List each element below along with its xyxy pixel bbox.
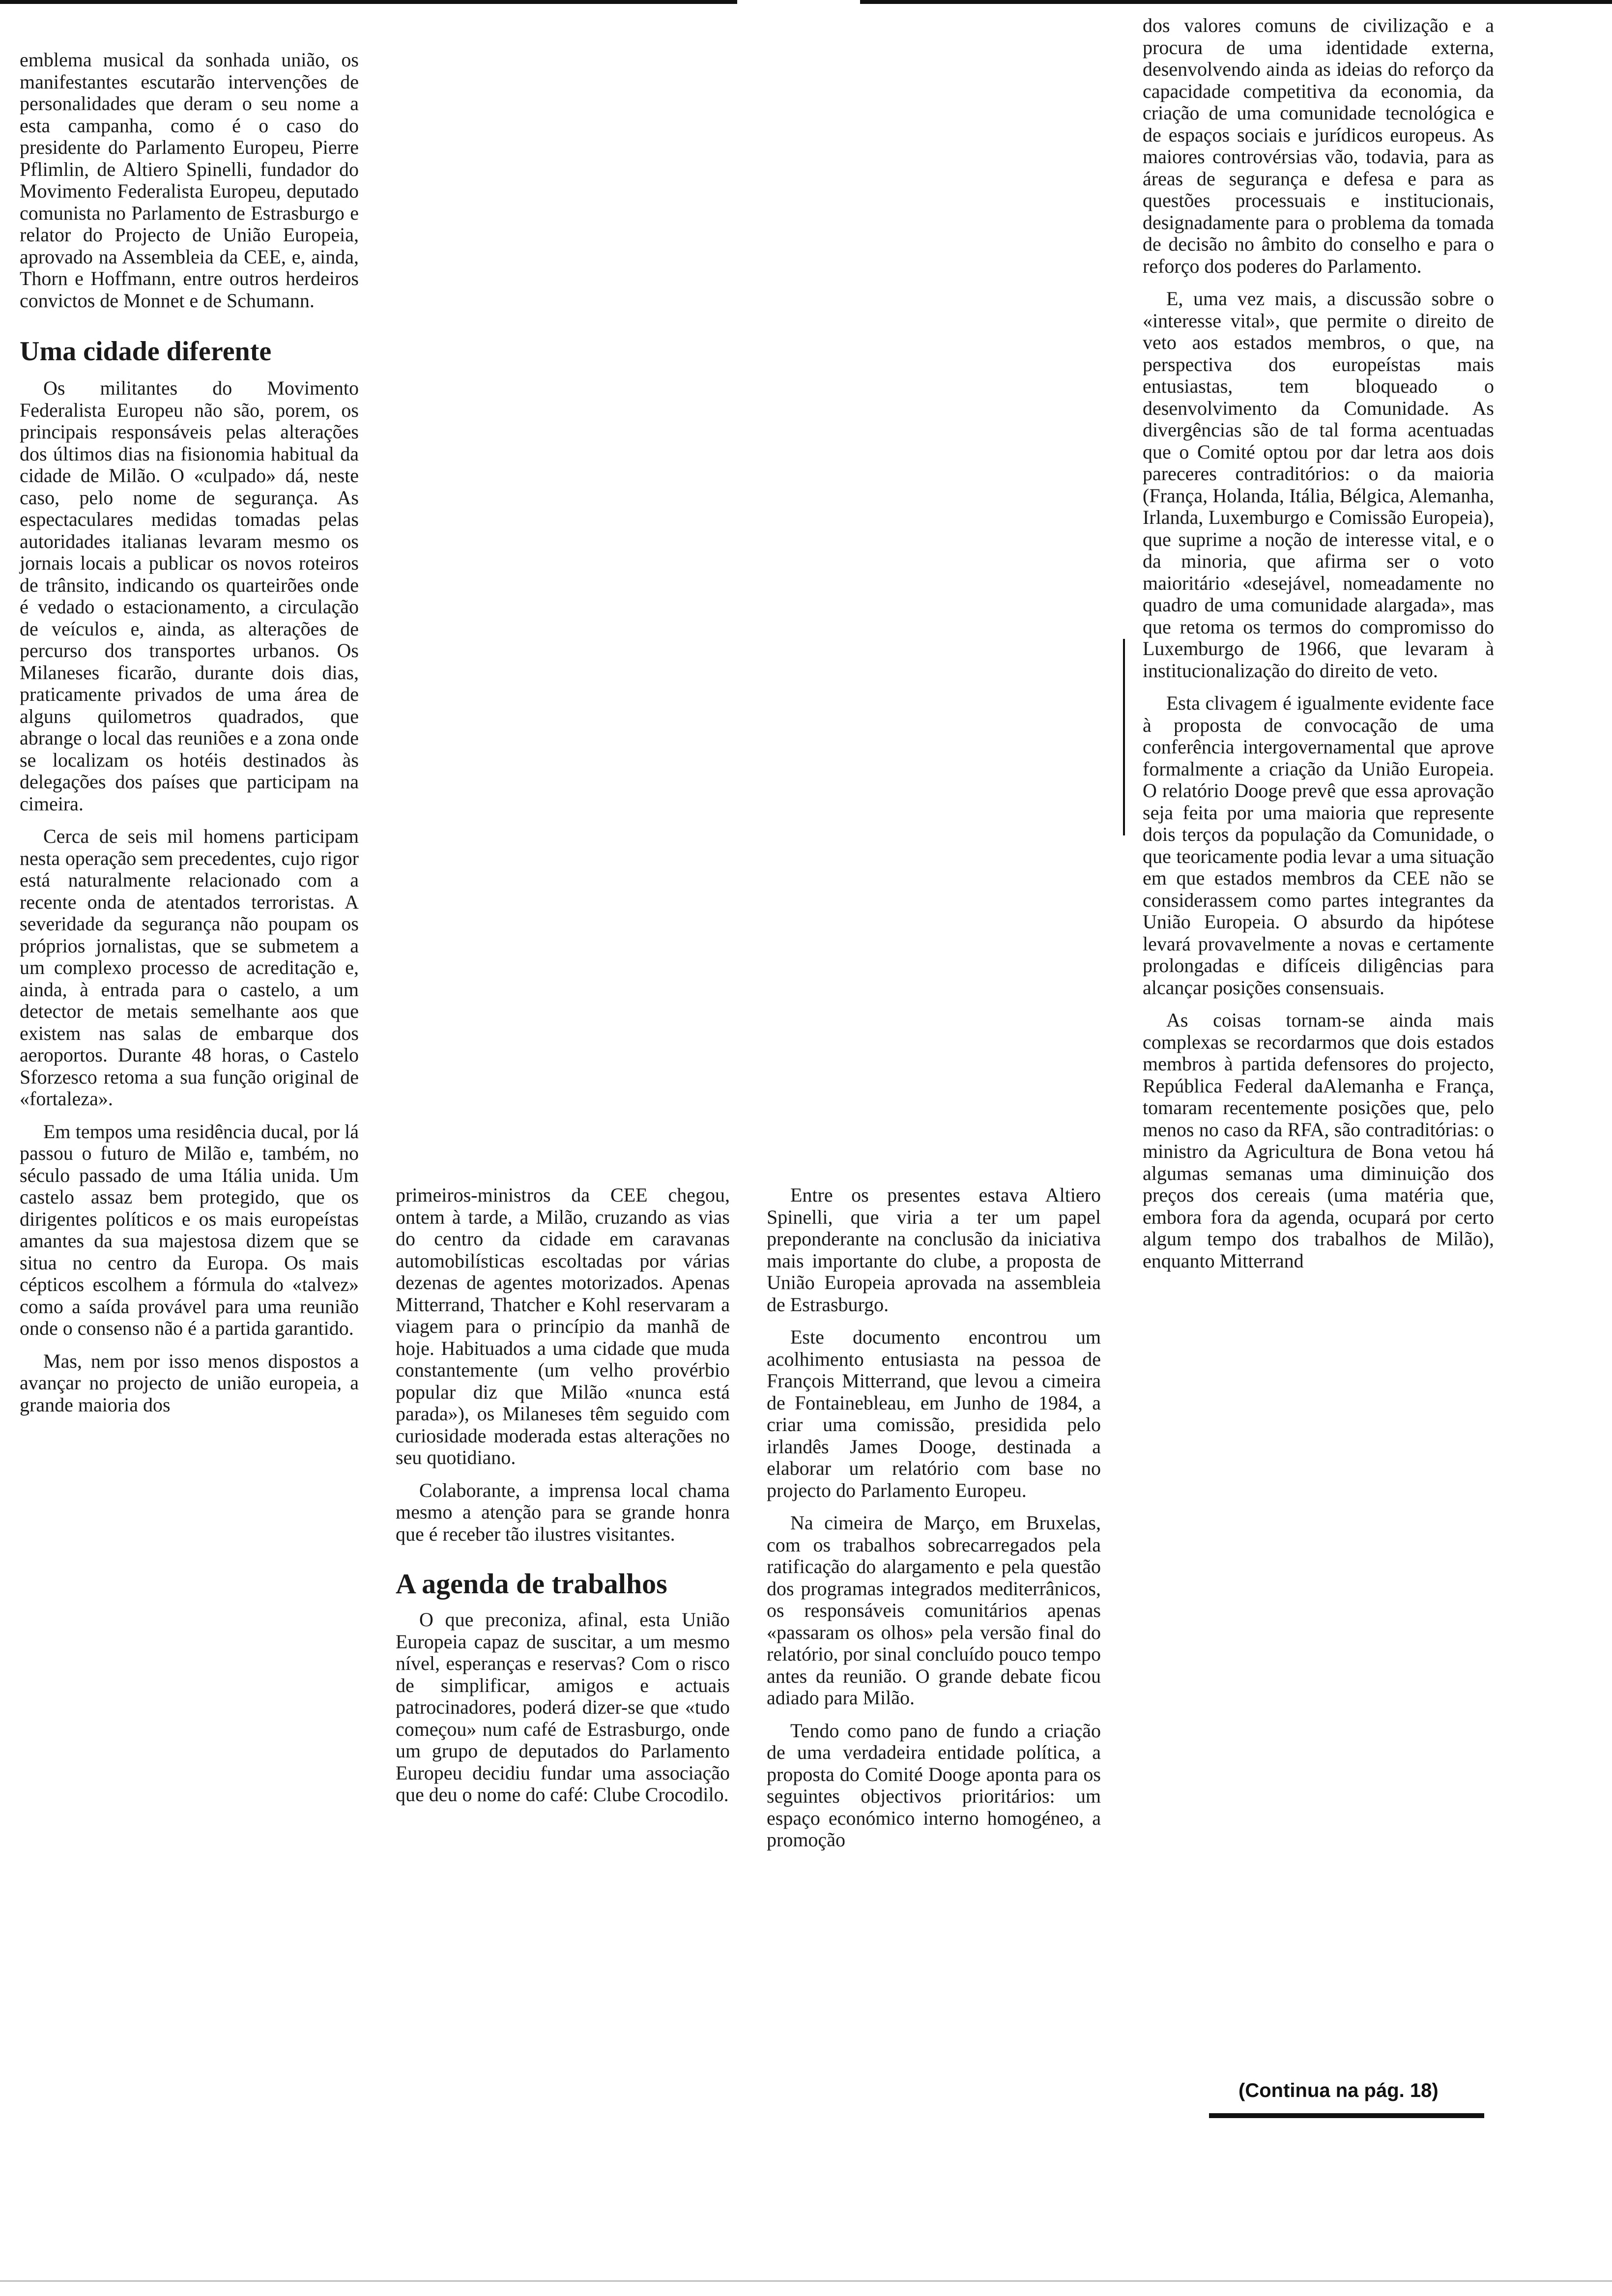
- column-2: [396, 1184, 730, 1806]
- column-1: [20, 49, 359, 1416]
- top-rule-right: [860, 0, 1612, 4]
- col2-para-1: primeiros-ministros da CEE chegou, ontem à tarde, a Milão, cruzando as vias do centro da cidade em caravanas automobilísticas escoltadas por várias dezenas de agentes motorizados. Apenas Mitterrand, Thatcher e Kohl reservaram a viagem para o princípio da manhã de hoje. Habituados a uma cidade que muda constantemente (um velho provérbio popular diz que Milão «nunca está parada»), os Milaneses têm seguido com curiosidade moderada estas alterações no seu quotidiano.: [396, 1184, 730, 1468]
- col1-para-3: Cerca de seis mil homens participam nesta operação sem precedentes, cujo rigor está naturalmente relacionado com a recente onda de atentados terroristas. A severidade da segurança não poupam os próprios jornalistas, que se submetem a um complexo processo de acreditação e, ainda, à entrada para o castelo, a um detector de metais semelhante aos que existem nas salas de embarque dos aeroportos. Durante 48 horas, o Castelo Sforzesco retoma a sua função original de «fortaleza».: [20, 825, 359, 1110]
- col1-para-5: Mas, nem por isso menos dispostos a avançar no projecto de união europeia, a grande maioria dos: [20, 1349, 359, 1416]
- col2-para-3: O que preconiza, afinal, esta União Europeia capaz de suscitar, a um mesmo nível, esperanças e reservas? Com o risco de simplificar, amigos e actuais patrocinadores, poderá dizer-se que «tudo começou» num café de Estrasburgo, onde um grupo de deputados do Parlamento Europeu decidiu fundar uma associação que deu o nome do café: Clube Crocodilo.: [396, 1608, 730, 1806]
- top-rule-left: [0, 0, 737, 4]
- col3-para-2: Este documento encontrou um acolhimento entusiasta na pessoa de François Mitterrand, que levou a cimeira de Fontainebleau, em Junho de 1984, a criar uma comissão, presidida pelo irlandês James Dooge, destinada a elaborar um relatório com base no projecto do Parlamento Europeu.: [767, 1326, 1101, 1501]
- col4-para-4: As coisas tornam-se ainda mais complexas se recordarmos que dois estados membros à partida defensores do projecto, República Federal daAlemanha e França, tomaram recentemente posições que, pelo menos no caso da RFA, são contraditórias: o ministro da Agricultura de Bona vetou há algumas semanas uma diminuição dos preços dos cereais (uma matéria que, embora fora da agenda, ocupará por certo algum tempo dos trabalhos de Milão), enquanto Mitterrand: [1143, 1009, 1494, 1272]
- col3-para-4: Tendo como pano de fundo a criação de uma verdadeira entidade política, a proposta do Comité Dooge aponta para os seguintes objectivos prioritários: um espaço económico interno homogéneo, a promoção: [767, 1719, 1101, 1851]
- col4-para-2: E, uma vez mais, a discussão sobre o «interesse vital», que permite o direito de veto aos estados membros, o que, na perspectiva dos europeístas mais entusiastas, tem bloqueado o desenvolvimento da Comunidade. As divergências são de tal forma acentuadas que o Comité optou por dar letra aos dois pareceres contraditórios: o da maioria (França, Holanda, Itália, Bélgica, Alemanha, Irlanda, Luxemburgo e Comissão Europeia), que suprime a noção de interesse vital, e o da minoria, que afirma ser o voto maioritário «desejável, nomeadamente no quadro de uma comunidade alargada», mas que retoma os termos do compromisso do Luxemburgo de 1966, que levaram à institucionalização do direito de veto.: [1143, 287, 1494, 682]
- section-heading-cidade: Uma cidade diferente: [20, 336, 272, 367]
- column-3: [767, 1184, 1101, 1851]
- section-heading-agenda: A agenda de trabalhos: [396, 1568, 667, 1600]
- continued-on-page-note: (Continua na pág. 18): [1238, 2080, 1439, 2101]
- col1-para-2: Os militantes do Movimento Federalista Europeu não são, porem, os principais responsáveis pelas alterações dos últimos dias na fisionomia habitual da cidade de Milão. O «culpado» dá, neste caso, pelo nome de segurança. As espectaculares medidas tomadas pelas autoridades italianas levaram mesmo os jornais locais a publicar os novos roteiros de trânsito, indicando os quarteirões onde é vedado o estacionamento, a circulação de veículos e, ainda, as alterações de percurso dos transportes urbanos. Os Milaneses ficarão, durante dois dias, praticamente privados de uma área de alguns quilometros quadrados, que abrange o local das reuniões e a zona onde se localizam os hotéis destinados às delegações dos países que participam na cimeira.: [20, 377, 359, 815]
- col1-para-4: Em tempos uma residência ducal, por lá passou o futuro de Milão e, também, no século passado de uma Itália unida. Um castelo assaz bem protegido, que os dirigentes políticos e os mais europeístas amantes da sua majestosa dizem que se situa no centro da Europa. Os mais cépticos escolhem a fórmula do «talvez» como a saída provável para uma reunião onde o consenso não é a partida garantido.: [20, 1120, 359, 1339]
- bottom-rule: [1209, 2113, 1484, 2118]
- col3-para-1: Entre os presentes estava Altiero Spinelli, que viria a ter um papel preponderante na conclusão da iniciativa mais importante do clube, a proposta de União Europeia aprovada na assembleia de Estrasburgo.: [767, 1184, 1101, 1316]
- col4-para-3: Esta clivagem é igualmente evidente face à proposta de convocação de uma conferência intergovernamental que aprove formalmente a criação da União Europeia. O relatório Dooge prevê que essa aprovação seja feita por uma maioria que represente dois terços da população da Comunidade, o que teoricamente podia levar a uma situação em que estados membros da CEE não se considerassem como partes integrantes da União Europeia. O absurdo da hipótese levará provavelmente a novas e certamente prolongadas e difíceis diligências para alcançar posições consensuais.: [1143, 692, 1494, 999]
- column-4: [1143, 15, 1494, 1272]
- col4-para-1: dos valores comuns de civilização e a procura de uma identidade externa, desenvolvendo ainda as ideias do reforço da capacidade competitiva da economia, da criação de uma comunidade tecnológica e de espaços sociais e jurídicos europeus. As maiores controvérsias vão, todavia, para as áreas de segurança e defesa e para as questões processuais e institucionais, designadamente para o problema da tomada de decisão no âmbito do conselho e para o reforço dos poderes do Parlamento.: [1143, 14, 1494, 277]
- column-divider: [1123, 639, 1125, 835]
- col2-para-2: Colaborante, a imprensa local chama mesmo a atenção para se grande honra que é receber tão ilustres visitantes.: [396, 1479, 730, 1545]
- scan-artifact-bottom: [0, 2280, 1612, 2282]
- col3-para-3: Na cimeira de Março, em Bruxelas, com os trabalhos sobrecarregados pela ratificação do alargamento e pela questão dos programas integrados mediterrânicos, os responsáveis comunitários apenas «passaram os olhos» pela versão final do relatório, por sinal concluído pouco tempo antes da reunião. O grande debate ficou adiado para Milão.: [767, 1512, 1101, 1709]
- col1-para-1: emblema musical da sonhada união, os manifestantes escutarão intervenções de personalidades que deram o seu nome a esta campanha, como é o caso do presidente do Parlamento Europeu, Pierre Pflimlin, de Altiero Spinelli, fundador do Movimento Federalista Europeu, deputado comunista no Parlamento de Estrasburgo e relator do Projecto de União Europeia, aprovado na Assembleia da CEE, e, ainda, Thorn e Hoffmann, entre outros herdeiros convictos de Monnet e de Schumann.: [20, 49, 359, 312]
